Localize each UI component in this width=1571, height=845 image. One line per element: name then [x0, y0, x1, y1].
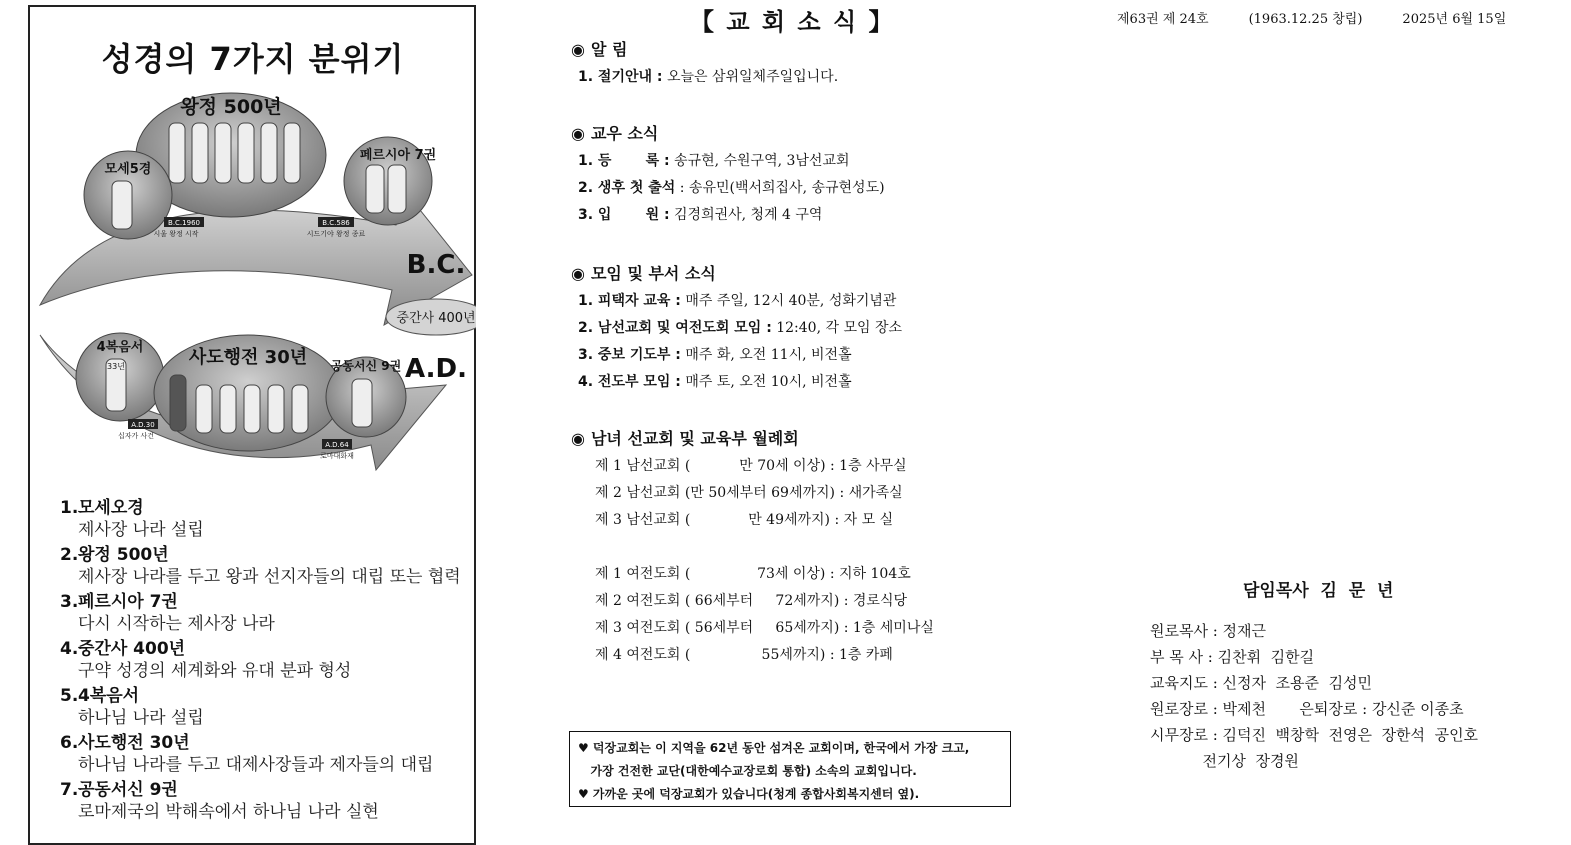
mood-name: 중간사 400년	[78, 639, 186, 659]
mood-item	[60, 685, 470, 730]
news-line-text: 매주 토, 오전 10시, 비전홀	[680, 374, 852, 390]
mood-name: 사도행전 30년	[78, 733, 190, 753]
news-line-label: 2. 남선교회 및 여전도회 모임 :	[578, 320, 772, 336]
news-line-text: 송규현, 수원구역, 3남선교회	[669, 153, 850, 169]
news-line-text: 매주 주일, 12시 40분, 성화기념관	[680, 293, 897, 309]
bible-timeline-diagram	[36, 85, 476, 485]
meeting-line: 제 3 남선교회 ( 만 49세까지) : 자 모 실	[595, 512, 894, 528]
panel-title: 성경의 7가지 분위기	[101, 40, 405, 78]
bible-moods-panel	[28, 5, 476, 845]
mood-description: 하나님 나라 설립	[78, 708, 204, 728]
staff-line: 부 목 사 : 김찬휘 김한길	[1150, 648, 1315, 666]
intertest-label: 중간사 400년	[396, 311, 476, 326]
section-heading	[571, 121, 658, 144]
section-heading-text: 알 림	[590, 40, 628, 59]
church-notice-box	[569, 731, 1011, 807]
mood-number: 4.	[60, 639, 79, 659]
ad30-tag: A.D.30	[131, 421, 155, 429]
mood-item	[60, 638, 470, 683]
news-line-text: 오늘은 삼위일체주일입니다.	[662, 69, 839, 85]
mood-description: 구약 성경의 세계화와 유대 분파 형성	[78, 661, 352, 681]
notice-line: ♥ 덕장교회는 이 지역을 62년 동안 섬겨온 교회이며, 한국에서 가장 크고,	[578, 741, 970, 755]
mood-name: 공동서신 9권	[78, 780, 178, 800]
mood-item	[60, 591, 470, 636]
bullseye-icon: ◉	[571, 429, 585, 448]
mood-name: 모세오경	[78, 498, 144, 518]
section-heading	[571, 37, 627, 60]
meeting-line: 제 2 남선교회 (만 50세부터 69세까지) : 새가족실	[595, 485, 903, 501]
news-line-label: 4. 전도부 모임 :	[578, 374, 681, 390]
bullseye-icon: ◉	[571, 40, 585, 59]
meeting-line: 제 1 남선교회 ( 만 70세 이상) : 1층 사무실	[595, 458, 907, 474]
persia-label: 페르시아 7권	[359, 148, 437, 163]
news-line-label: 3. 입 원 :	[578, 207, 670, 223]
mood-description: 로마제국의 박해속에서 하나님 나라 실현	[78, 802, 379, 822]
gospels-label: 4복음서	[96, 340, 144, 355]
section-heading-text: 남녀 선교회 및 교육부 월례회	[590, 429, 799, 448]
news-line	[578, 317, 902, 337]
mood-number: 1.	[60, 498, 79, 518]
gospels-33: 33년	[107, 362, 125, 371]
news-line	[578, 344, 852, 364]
news-title: 【 교 회 소 식 】	[690, 7, 895, 36]
staff-line: 시무장로 : 김덕진 백창학 전영은 장한석 공인호	[1150, 726, 1479, 744]
section-heading	[571, 261, 716, 284]
news-line-text: 김경희권사, 청계 4 구역	[669, 207, 823, 223]
acts-label: 사도행전 30년	[188, 347, 308, 368]
news-line-text: 12:40, 각 모임 장소	[771, 320, 903, 336]
moses-label: 모세5경	[104, 162, 152, 177]
moods-list	[60, 497, 470, 826]
news-line-label: 1. 절기안내 :	[578, 69, 663, 85]
news-line-label: 2. 생후 첫 출석	[578, 180, 676, 196]
mood-number: 7.	[60, 780, 79, 800]
mood-description: 제사장 나라를 두고 왕과 선지자들의 대립 또는 협력	[78, 567, 461, 587]
staff-line: 원로목사 : 정재근	[1150, 622, 1267, 640]
staff-line: 원로장로 : 박제천 은퇴장로 : 강신준 이종초	[1150, 700, 1464, 718]
news-line-label: 1. 등 록 :	[578, 153, 670, 169]
mood-description: 다시 시작하는 제사장 나라	[78, 614, 275, 634]
news-line-label: 1. 피택자 교육 :	[578, 293, 681, 309]
mood-description: 제사장 나라 설립	[78, 520, 204, 540]
section-heading	[571, 426, 799, 449]
senior-pastor: 담임목사 김 문 년	[1243, 581, 1394, 601]
meeting-line: 제 2 여전도회 ( 66세부터 72세까지) : 경로식당	[595, 593, 907, 609]
bc586-desc: 시드기야 왕정 종료	[306, 230, 366, 238]
general-label: 공동서신 9권	[330, 359, 402, 373]
mood-number: 2.	[60, 545, 79, 565]
mood-item	[60, 779, 470, 824]
news-line	[578, 204, 822, 224]
staff-line: 전기상 장경원	[1150, 752, 1299, 770]
meeting-line: 제 3 여전도회 ( 56세부터 65세까지) : 1층 세미나실	[595, 620, 934, 636]
news-line-text: 매주 화, 오전 11시, 비전홀	[680, 347, 852, 363]
ad-label: A.D.	[405, 354, 467, 384]
news-line	[578, 290, 896, 310]
staff-line: 교육지도 : 신정자 조용준 김성민	[1150, 674, 1373, 692]
mood-item	[60, 732, 470, 777]
mood-number: 3.	[60, 592, 79, 612]
notice-line: 가장 건전한 교단(대한예수교장로회 통합) 소속의 교회입니다.	[578, 764, 917, 778]
bc-label: B.C.	[406, 250, 466, 280]
news-line	[578, 371, 852, 391]
bc586-tag: B.C.586	[322, 219, 350, 227]
section-heading-text: 모임 및 부서 소식	[590, 264, 716, 283]
mood-name: 4복음서	[78, 686, 140, 706]
meeting-line: 제 1 여전도회 ( 73세 이상) : 지하 104호	[595, 566, 911, 582]
ad30-desc: 십자가 사건	[117, 432, 155, 440]
kings-label: 왕정 500년	[180, 96, 282, 118]
news-line	[578, 177, 885, 197]
meeting-line: 제 4 여전도회 ( 55세까지) : 1층 카페	[595, 647, 893, 663]
mood-item	[60, 544, 470, 589]
bullseye-icon: ◉	[571, 264, 585, 283]
news-line-text: : 송유민(백서희집사, 송규현성도)	[675, 180, 885, 196]
bullseye-icon: ◉	[571, 124, 585, 143]
issue-info	[1117, 8, 1506, 27]
news-line	[578, 150, 850, 170]
mood-number: 6.	[60, 733, 79, 753]
mood-number: 5.	[60, 686, 79, 706]
volume-number: 제63권 제 24호	[1117, 12, 1209, 27]
bc1960-tag: B.C.1960	[168, 219, 200, 227]
mood-name: 왕정 500년	[78, 545, 169, 565]
section-heading-text: 교우 소식	[590, 124, 659, 143]
notice-line: ♥ 가까운 곳에 덕장교회가 있습니다(청계 종합사회복지센터 옆).	[578, 787, 920, 801]
ad64-tag: A.D.64	[325, 441, 349, 449]
news-line-label: 3. 중보 기도부 :	[578, 347, 681, 363]
mood-item	[60, 497, 470, 542]
founded-date: (1963.12.25 창립)	[1248, 12, 1363, 27]
mood-description: 하나님 나라를 두고 대제사장들과 제자들의 대립	[78, 755, 434, 775]
ad64-desc: 로마대화재	[320, 452, 354, 460]
bc1960-desc: 시울 왕정 시작	[153, 230, 199, 238]
issue-date: 2025년 6월 15일	[1402, 12, 1507, 27]
news-line	[578, 66, 838, 86]
mood-name: 페르시아 7권	[78, 592, 178, 612]
